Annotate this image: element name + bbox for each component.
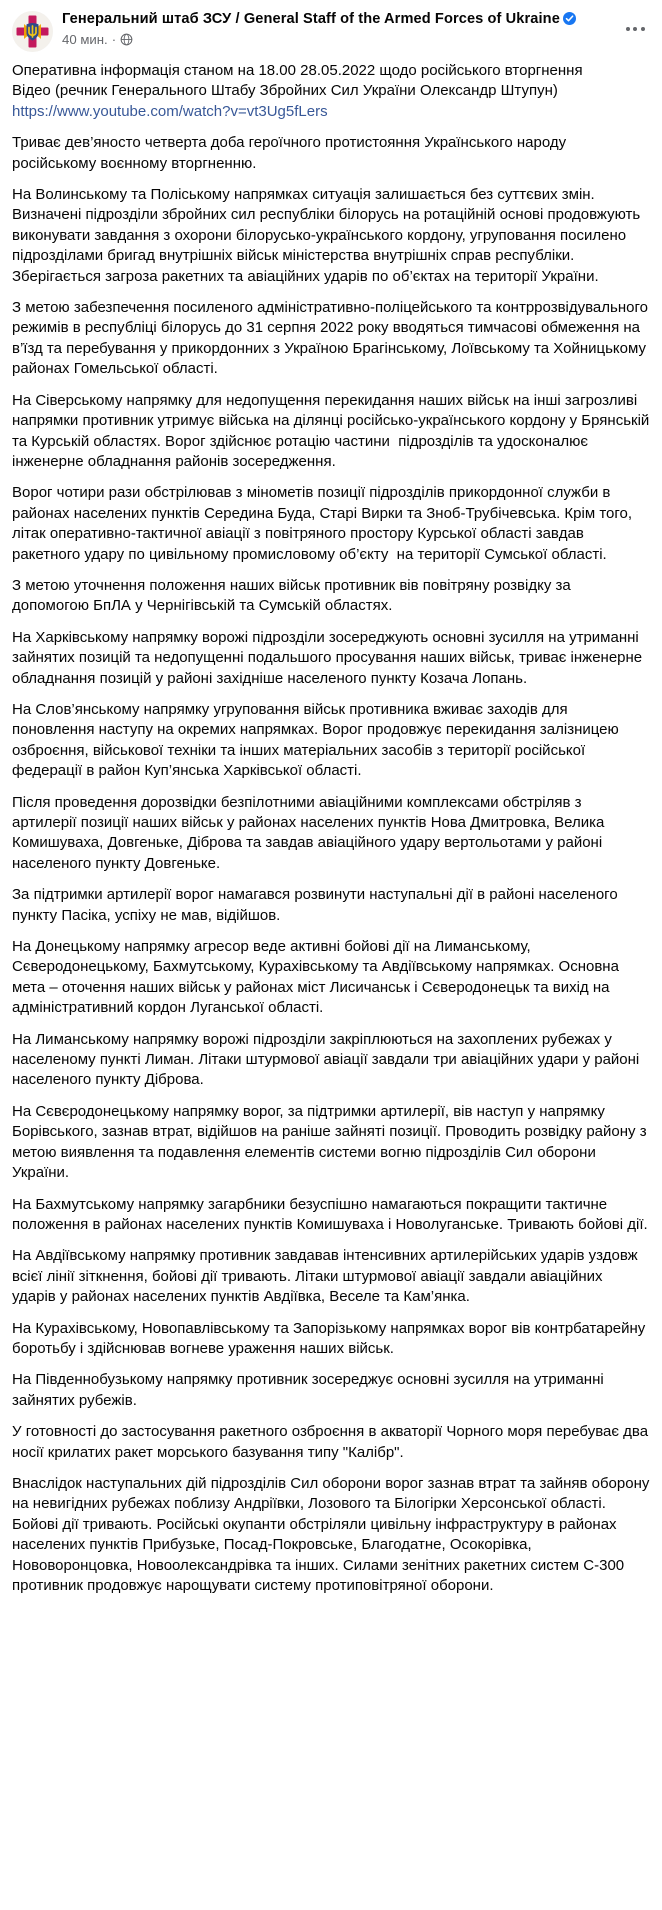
post-paragraph: На Лиманському напрямку ворожі підрозділи закріплюються на захоплених рубежах у населеному пункті Лиман. Літаки штурмової авіації завдали три авіаційних удари у районі населеного пункту Діброва. bbox=[12, 1030, 644, 1089]
avatar[interactable] bbox=[12, 11, 53, 52]
post-paragraph: На Донецькому напрямку агресор веде активні бойові дії на Лиманському, Сєверодонецькому, Бахмутському, Курахівському та Авдіївському напрямках. Основна мета – оточення наших військ у районах міст Лисичанськ і Сєверодонецьк та вихід на адміністративний кордон Луганської області. bbox=[12, 938, 624, 1017]
page-name-text[interactable]: Генеральний штаб ЗСУ / General Staff of the Armed Forces of Ukraine bbox=[62, 11, 560, 27]
post-paragraph: На Курахівському, Новопавлівському та Запорізькому напрямках ворог вів контрбатарейну боротьбу і здійснював вогневе ураження наших військ. bbox=[12, 1319, 650, 1357]
post-paragraph: Після проведення дорозвідки безпілотними авіаційними комплексами обстріляв з артилерії позиції наших військ у районах населених пунктів Нова Дмитровка, Велика Комишуваха, Довгеньке, Діброва та завдав авіаційного удару вертольотами у районі населеного пункту Довгеньке. bbox=[12, 793, 609, 872]
page-name[interactable] bbox=[62, 9, 604, 30]
post-paragraph: На Харківському напрямку ворожі підрозділи зосереджують основні зусилля на утриманні зайнятих позицій та недопущенні подальшого просування наших військ, триває інженерне обладнання позицій у районі західніше населеного пункту Козача Лопань. bbox=[12, 628, 647, 687]
post-paragraph: На Слов’янському напрямку угруповання військ противника вживає заходів для поновлення наступу на окремих напрямках. Ворог продовжує перекидання залізницею озброєння, військової техніки та інших матеріальних засобів з території російської федерації в район Куп’янська Харківської області. bbox=[12, 700, 623, 780]
meta-separator: · bbox=[111, 32, 117, 47]
post-paragraph: З метою уточнення положення наших військ противник вів повітряну розвідку за допомогою БпЛА у Чернігівській та Сумській областях. bbox=[12, 576, 575, 615]
post-paragraph: На Бахмутському напрямку загарбники безуспішно намагаються покращити тактичне положення в районах населених пунктів Комишуваха і Новолуганське. Тривають бойові дії. bbox=[12, 1195, 648, 1233]
post-headline-1: Оперативна інформація станом на 18.00 28.05.2022 щодо російського вторгнення bbox=[12, 62, 583, 79]
post-paragraph: На Сіверському напрямку для недопущення перекидання наших військ на інші загрозливі напрямки противник утримує війська на ділянці російсько-українського кордону у Брянській та Курській областях. Ворог здійснює ротацію частини підрозділів та удосконалює інженерне обладнання районів зосередження. bbox=[12, 391, 654, 470]
post-paragraph: На Південнобузькому напрямку противник зосереджує основні зусилля на утриманні зайнятих рубежів. bbox=[12, 1371, 608, 1409]
verified-badge-icon bbox=[563, 11, 576, 24]
post-paragraph: За підтримки артилерії ворог намагався розвинути наступальні дії в районі населеного пункту Пасіка, успіху не мав, відійшов. bbox=[12, 886, 622, 924]
post-paragraph: На Сєвєродонецькому напрямку ворог, за підтримки артилерії, вів наступ у напрямку Борівського, зазнав втрат, відійшов на раніше зайняті позиції. Проводить розвідку району з метою виявлення та подавлення елементів системи вогню підрозділів Сил оборони України. bbox=[12, 1102, 651, 1182]
more-options-button[interactable] bbox=[619, 13, 651, 45]
post-paragraph: У готовності до застосування ракетного озброєння в акваторії Чорного моря перебуває два носії крилатих ракет морського базування типу "Калібр". bbox=[12, 1423, 653, 1461]
post-video-link-line bbox=[12, 102, 650, 122]
post-paragraph: Ворог чотири рази обстрілював з мінометів позиції підрозділів прикордонної служби в районах населених пунктів Середина Буда, Старі Вирки та Зноб-Трубічевська. Крім того, літак оперативно-тактичної авіації з повітряного простору Курської області завдав ракетного удару по цивільному промисловому об’єкту на території Сумської області. bbox=[12, 484, 637, 563]
post-meta bbox=[62, 31, 604, 48]
post-intro-block bbox=[12, 61, 650, 122]
youtube-link[interactable]: https://www.youtube.com/watch?v=vt3Ug5fLers bbox=[12, 102, 328, 120]
ellipsis-icon bbox=[626, 27, 645, 31]
post-paragraph: Внаслідок наступальних дій підрозділів Сил оборони ворог зазнав втрат та зайняв оборону на невигідних рубежах поблизу Андріївки, Лозового та Білогірки Херсонської області. Бойові дії тривають. Російські окупанти обстріляли цивільну інфраструктуру в районах населених пунктів Прибузьке, Посад-Покровське, Благодатне, Осокорівка, Нововоронцовка, Новоолександрівка та інших. Силами зенітних ракетних систем С-300 противник продовжує нарощувати систему протиповітряної оборони. bbox=[12, 1474, 654, 1594]
globe-icon[interactable] bbox=[120, 33, 133, 46]
post-paragraph: На Авдіївському напрямку противник завдавав інтенсивних артилерійських ударів уздовж всієї лінії зіткнення, бойові дії тривають. Літаки штурмової авіації завдали авіаційних ударів у районах населених пунктів Авдіївка, Веселе та Кам’янка. bbox=[12, 1247, 642, 1306]
post-timestamp[interactable]: 40 мин. bbox=[62, 32, 108, 47]
armed-forces-emblem-icon bbox=[12, 11, 53, 52]
post-header-text bbox=[62, 9, 650, 48]
post-paragraph: З метою забезпечення посиленого адміністративно-поліцейського та контррозвідувального режимів в республіці білорусь до 31 серпня 2022 року вводяться тимчасові обмеження на в’їзд та перебування у прикордонних з Україною Брагінському, Лоївському та Хойницькому районах Гомельської області. bbox=[12, 299, 653, 378]
post-body bbox=[0, 52, 662, 1611]
post-paragraph: Триває дев’яносто четверта доба героїчного протистояння Українського народу російському воєнному вторгненню. bbox=[12, 134, 571, 172]
post-paragraph: На Волинському та Поліському напрямках ситуація залишається без суттєвих змін. Визначені підрозділи збройних сил республіки білорусь на ротаційній основі продовжують виконувати завдання з охорони білорусько-українського кордону, угруповання посилено підрозділами бригад внутрішніх військ міністерства внутрішніх справ республіки. Зберігається загроза ракетних та авіаційних ударів по об’єктах на території України. bbox=[12, 186, 645, 285]
post-headline-2: Відео (речник Генерального Штабу Збройних Сил України Олександр Штупун) bbox=[12, 82, 558, 100]
post-header bbox=[0, 0, 662, 52]
